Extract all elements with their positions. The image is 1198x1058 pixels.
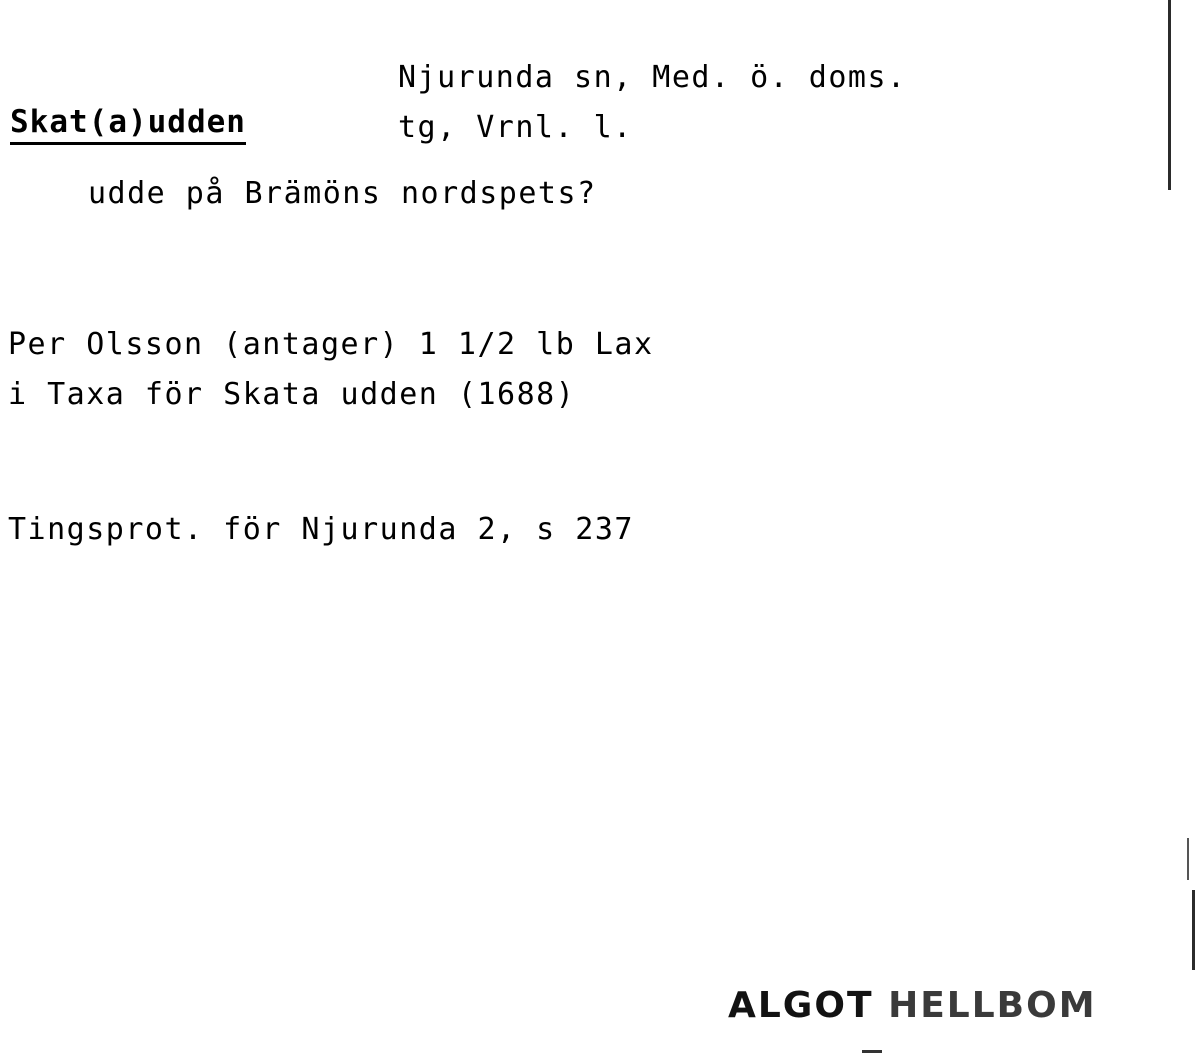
quotation-block [8,320,654,420]
source-reference: Tingsprot. för Njurunda 2, s 237 [8,512,634,547]
location-line-2: tg, Vrnl. l. [398,110,633,145]
collector-stamp-first-name: ALGOT [728,985,874,1026]
headword: Skat(a)udden [10,104,246,145]
stamp-tick-mark [862,1050,882,1053]
location-line-1: Njurunda sn, Med. ö. doms. [398,60,907,95]
quotation-line-2: i Taxa för Skata udden (1688) [8,377,576,412]
scan-edge-mark-lower [1192,890,1195,970]
scan-edge-mark-top [1168,0,1171,190]
gloss-line: udde på Brämöns nordspets? [88,176,597,211]
collector-stamp-last-name: HELLBOM [888,985,1097,1026]
scan-edge-mark-middle [1187,838,1189,880]
quotation-line-1: Per Olsson (antager) 1 1/2 lb Lax [8,327,654,362]
collector-stamp [728,985,1097,1026]
